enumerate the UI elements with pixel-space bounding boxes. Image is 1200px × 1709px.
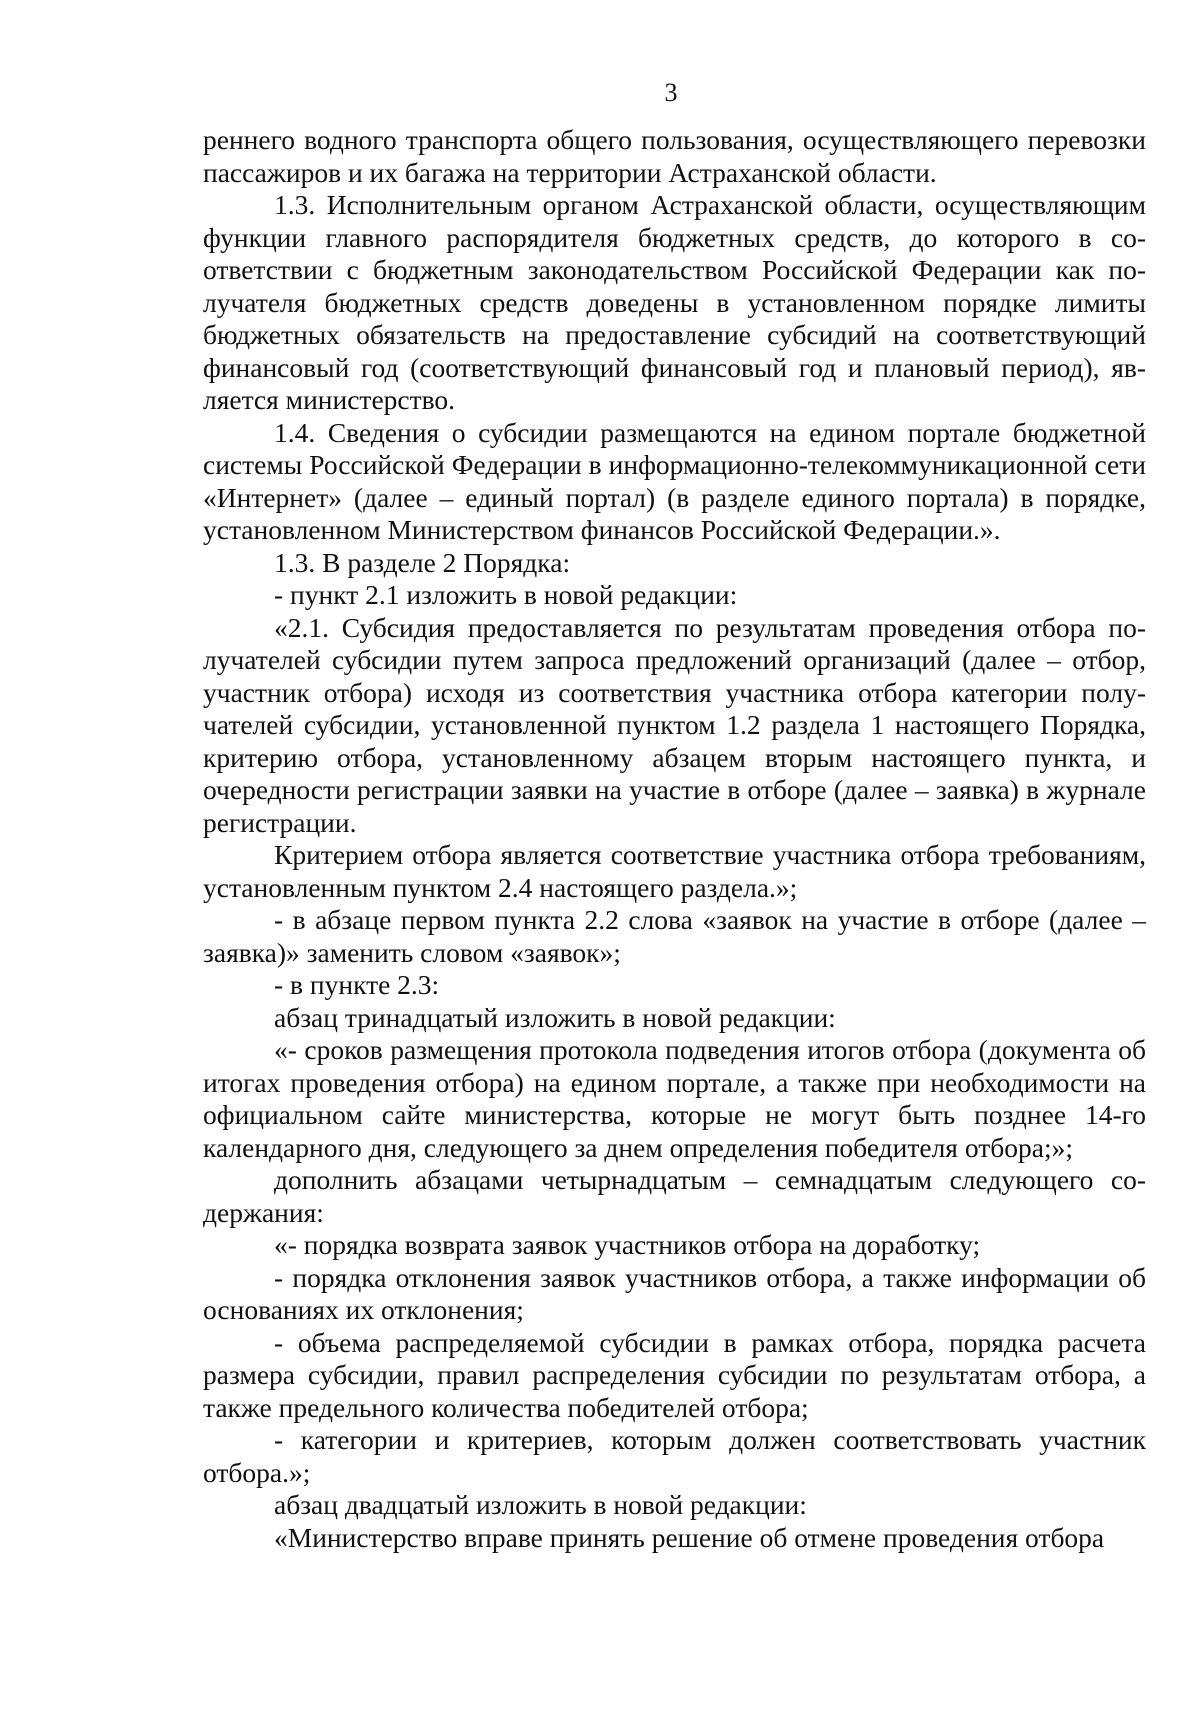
paragraph: «- порядка возврата заявок участников отбора на доработку; [274, 1229, 981, 1260]
paragraph: - в пункте 2.3: [274, 969, 440, 1000]
paragraph: 1.3. Исполнительным органом Астраханской области, осуществляющим функции главного распорядителя бюджетных средств, до которого в соответствии с бюджетным законодательством Российской Федерации как получателя бюджетных средств доведены в установленном порядке лимиты бюджетных обязательств на предоставление субсидий на соответствующий финансовый год (соответствующий финансовый год и плановый период), является министерство. [203, 189, 1146, 415]
paragraph: «- сроков размещения протокола подведения итогов отбора (документа об итогах проведения отбора) на едином портале, а также при необходимости на официальном сайте министерства, которые не могут быть позднее 14-го календарного дня, следующего за днем определения победителя отбора;»; [203, 1034, 1146, 1163]
paragraph: - пункт 2.1 изложить в новой редакции: [274, 579, 738, 610]
document-body [203, 124, 1146, 1554]
paragraph: «2.1. Субсидия предоставляется по результатам проведения отбора получателей субсидии путем запроса предложений организаций (далее – отбор, участник отбора) исходя из соответствия участника отбора категории получателей субсидии, установленной пунктом 1.2 раздела 1 настоящего Порядка, критерию отбора, установленному абзацем вторым настоящего пункта, и очередности регистрации заявки на участие в отборе (далее – заявка) в журнале регистрации. [203, 611, 1146, 838]
paragraph: - в абзаце первом пункта 2.2 слова «заявок на участие в отборе (далее – заявка)» заменить словом «заявок»; [203, 904, 1146, 968]
paragraph: - объема распределяемой субсидии в рамках отбора, порядка расчета размера субсидии, правил распределения субсидии по результатам отбора, а также предельного количества победителей отбора; [203, 1326, 1146, 1423]
paragraph: дополнить абзацами четырнадцатым – семнадцатым следующего содержания: [203, 1164, 1146, 1228]
paragraph: - порядка отклонения заявок участников отбора, а также информации об основаниях их отклонения; [203, 1261, 1146, 1325]
paragraph: 1.3. В разделе 2 Порядка: [274, 546, 571, 578]
paragraph: - категории и критериев, которым должен соответствовать участник отбора.»; [203, 1424, 1146, 1488]
paragraph: абзац тринадцатый изложить в новой редакции: [274, 1001, 836, 1033]
page-number: 3 [664, 78, 678, 107]
paragraph: реннего водного транспорта общего пользования, осуществляющего перевозки пассажиров и их багажа на территории Астраханской области. [203, 124, 1146, 188]
paragraph: 1.4. Сведения о субсидии размещаются на едином портале бюджетной системы Российской Федерации в информационно-телекоммуникационной сети «Интернет» (далее – единый портал) (в разделе единого портала) в порядке, установленном Министерством финансов Российской Федерации.». [203, 416, 1146, 545]
paragraph: «Министерство вправе принять решение об отмене проведения отбора [274, 1521, 1105, 1553]
paragraph: Критерием отбора является соответствие участника отбора требованиям, установленным пунктом 2.4 настоящего раздела.»; [203, 839, 1146, 903]
paragraph: абзац двадцатый изложить в новой редакции: [274, 1489, 807, 1520]
